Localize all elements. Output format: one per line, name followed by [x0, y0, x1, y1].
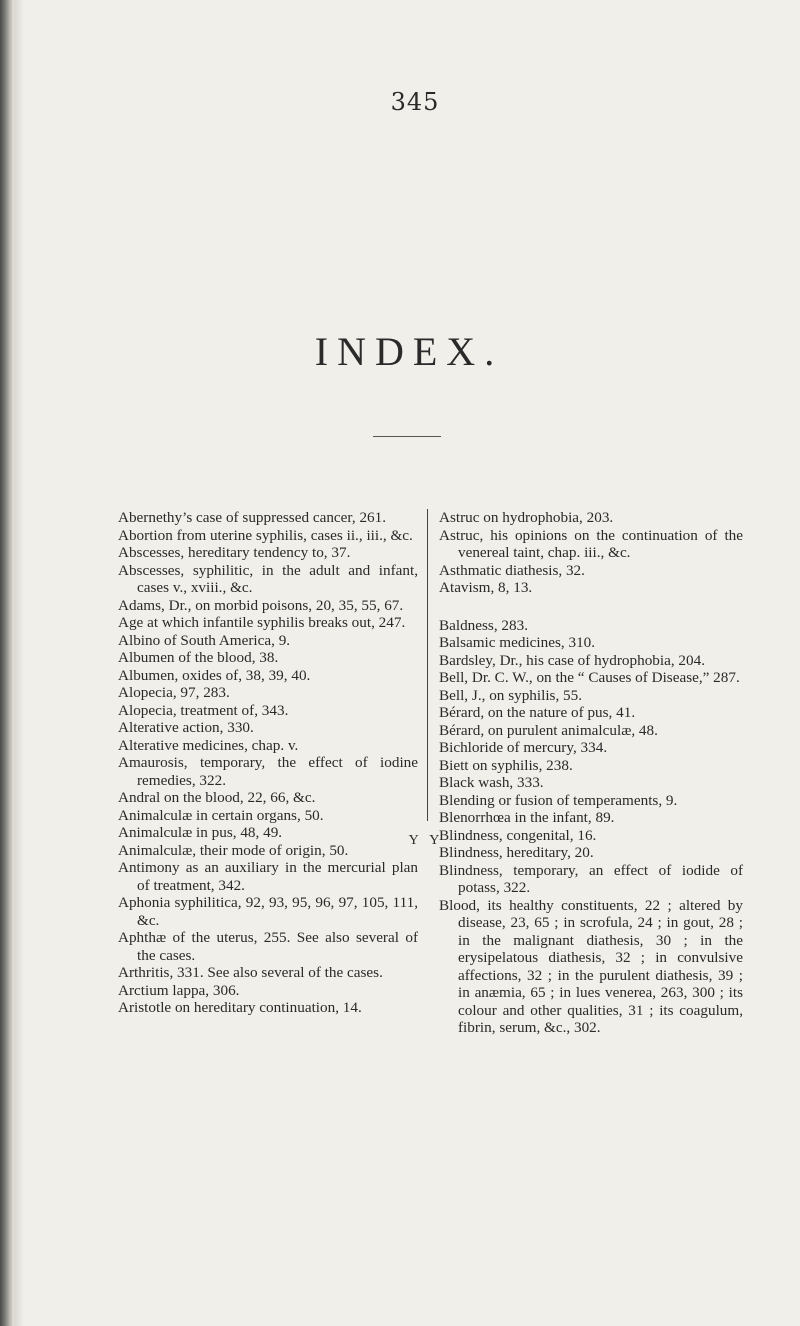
index-entry: Amaurosis, temporary, the effect of iodine remedies, 322. — [118, 754, 418, 789]
index-entry: Abortion from uterine syphilis, cases ii., iii., &c. — [118, 526, 413, 544]
index-entry: Bardsley, Dr., his case of hydrophobia, 204. — [439, 651, 706, 669]
index-entry: Abscesses, hereditary tendency to, 37. — [118, 544, 351, 561]
index-entry: Bérard, on the nature of pus, 41. — [439, 704, 636, 721]
index-entry: Albino of South America, 9. — [118, 631, 291, 649]
index-entry: Bérard, on purulent animalculæ, 48. — [439, 721, 658, 739]
signature-mark: Y Y — [408, 833, 444, 848]
index-entry: Blending or fusion of temperaments, 9. — [439, 791, 678, 809]
page-title: INDEX. — [314, 329, 504, 374]
index-entry: Albumen of the blood, 38. — [118, 649, 279, 666]
index-entry: Aphonia syphilitica, 92, 93, 95, 96, 97, 105, 111, &c. — [118, 894, 418, 929]
page-edge — [0, 0, 14, 1326]
index-entry: Albumen, oxides of, 38, 39, 40. — [118, 666, 311, 684]
index-entry: Blindness, temporary, an effect of iodide of potass, 322. — [439, 861, 743, 896]
index-column-left — [118, 509, 418, 1017]
index-entry: Arthritis, 331. See also several of the cases. — [118, 964, 383, 981]
column-divider — [427, 509, 428, 821]
page-number: 345 — [390, 88, 440, 116]
index-entry: Black wash, 333. — [439, 774, 544, 791]
index-entry: Aristotle on hereditary continuation, 14. — [118, 999, 362, 1016]
index-entry: Bichloride of mercury, 334. — [439, 739, 608, 756]
index-entry: Alterative action, 330. — [118, 719, 254, 736]
index-entry: Arctium lappa, 306. — [118, 981, 240, 999]
index-entry: Balsamic medicines, 310. — [439, 634, 596, 651]
index-entry: Blood, its healthy constituents, 22 ; altered by disease, 23, 65 ; in scrofula, 24 ; in gout, 28 ; in the malignant diathesis, 30 ; in the erysipelatous diathesis, 32 ; in convulsive affections, 32 ; in the purulent diathesis, 39 ; in anæmia, 65 ; in lues venerea, 263, 300 ; its colour and other qualities, 31 ; its coagulum, fibrin, serum, &c., 302. — [439, 896, 743, 1036]
index-entry: Baldness, 283. — [439, 616, 529, 634]
index-entry: Bell, Dr. C. W., on the “ Causes of Disease,” 287. — [439, 669, 740, 686]
index-entry: Bell, J., on syphilis, 55. — [439, 686, 583, 704]
index-entry: Adams, Dr., on morbid poisons, 20, 35, 55, 67. — [118, 596, 404, 614]
title-rule — [373, 436, 441, 437]
index-entry: Alterative medicines, chap. v. — [118, 736, 299, 754]
index-entry: Alopecia, treatment of, 343. — [118, 701, 289, 719]
index-entry: Biett on syphilis, 238. — [439, 756, 573, 774]
index-entry: Abscesses, syphilitic, in the adult and infant, cases v., xviii., &c. — [118, 561, 418, 596]
index-entry: Asthmatic diathesis, 32. — [439, 561, 585, 579]
index-entry: Blenorrhœa in the infant, 89. — [439, 809, 615, 826]
index-column-right — [439, 509, 743, 1037]
index-entry: Animalculæ in pus, 48, 49. — [118, 824, 283, 841]
index-entry: Andral on the blood, 22, 66, &c. — [118, 789, 316, 806]
index-entry: Animalculæ, their mode of origin, 50. — [118, 841, 349, 859]
index-entry: Antimony as an auxiliary in the mercurial plan of treatment, 342. — [118, 859, 418, 894]
index-entry: Alopecia, 97, 283. — [118, 684, 230, 701]
index-entry: Atavism, 8, 13. — [439, 579, 533, 596]
index-entry: Age at which infantile syphilis breaks out, 247. — [118, 614, 406, 631]
index-entry: Animalculæ in certain organs, 50. — [118, 806, 324, 824]
index-entry: Abernethy’s case of suppressed cancer, 261. — [118, 509, 387, 526]
page-edge-shadow — [14, 0, 24, 1326]
index-entry: Astruc on hydrophobia, 203. — [439, 509, 614, 526]
index-entry: Blindness, hereditary, 20. — [439, 844, 594, 861]
index-entry: Aphthæ of the uterus, 255. See also several of the cases. — [118, 929, 418, 964]
index-entry: Astruc, his opinions on the continuation of the venereal taint, chap. iii., &c. — [439, 526, 743, 561]
index-entry: Blindness, congenital, 16. — [439, 826, 597, 844]
